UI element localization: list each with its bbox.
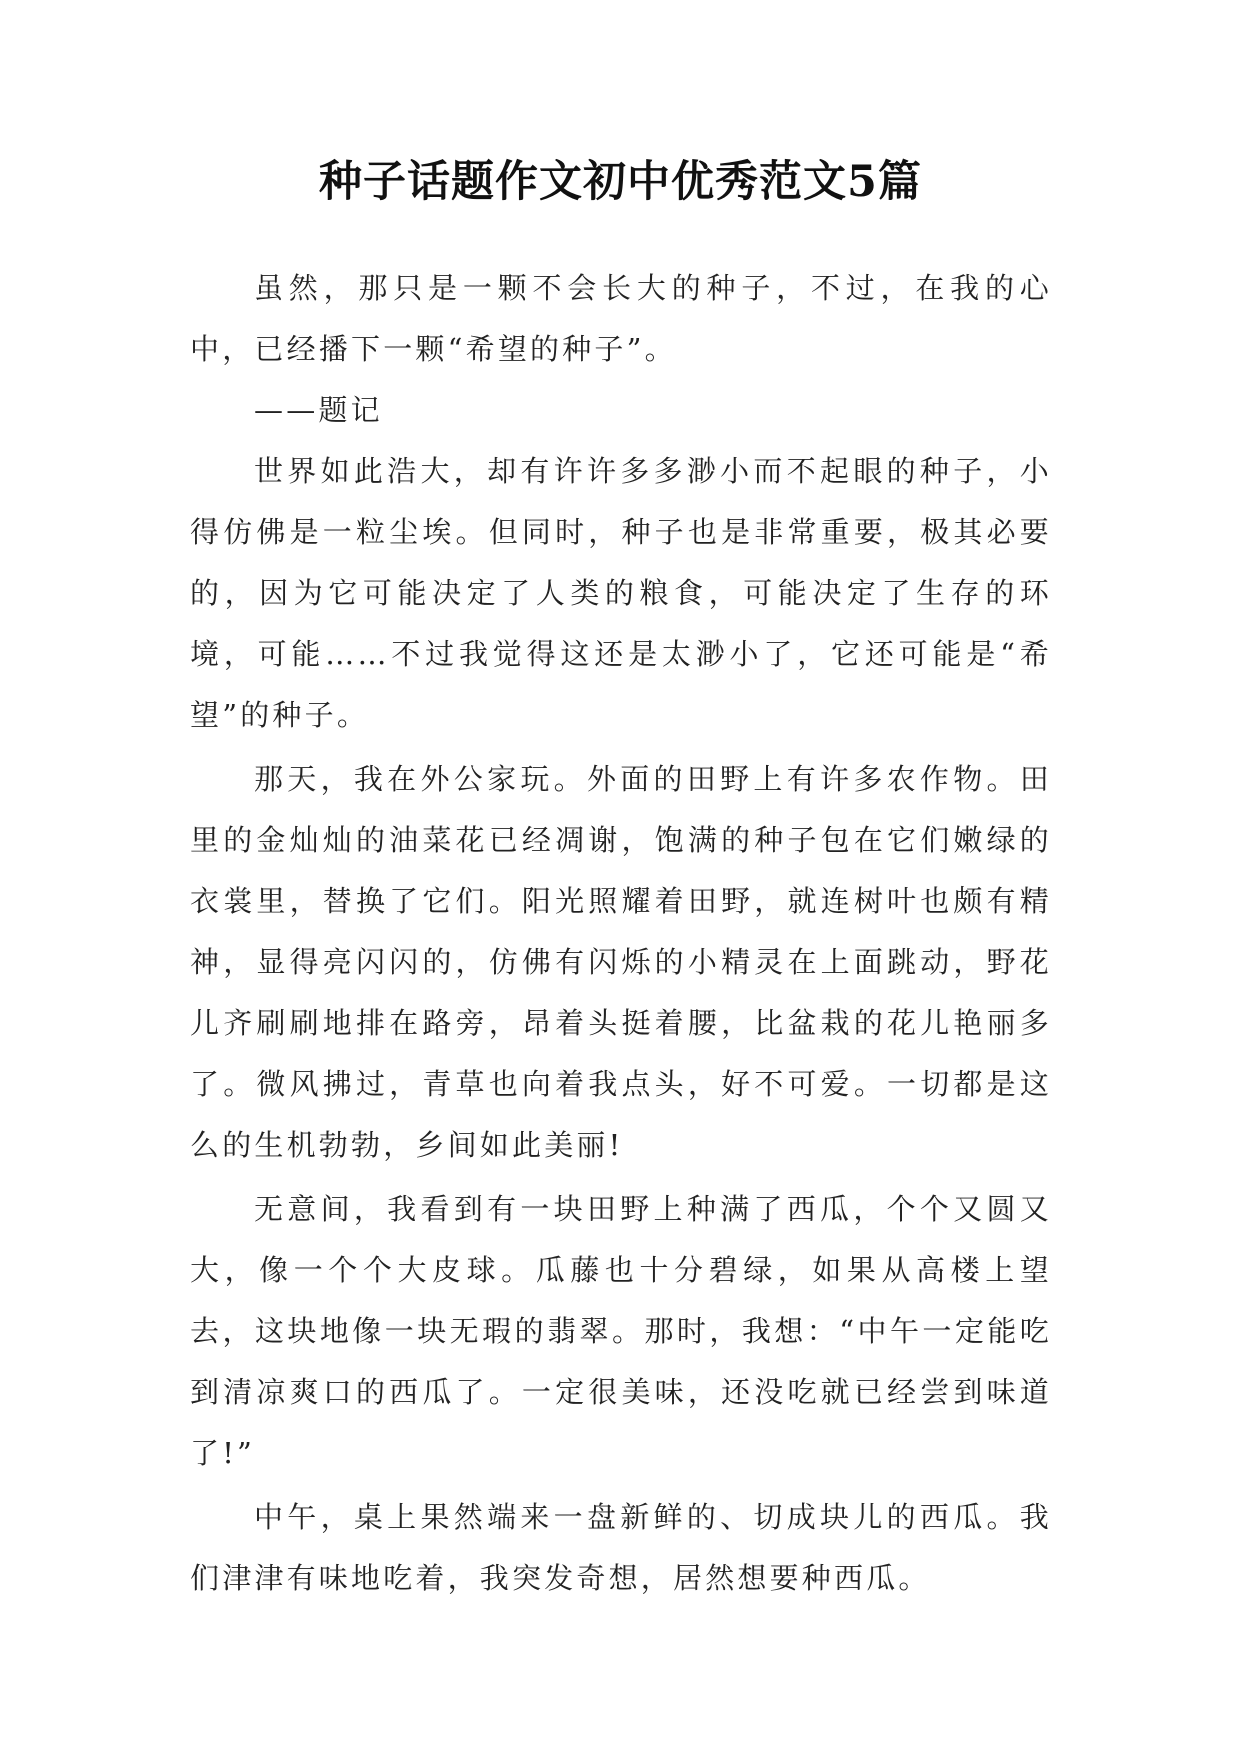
paragraph-1: 世界如此浩大，却有许许多多渺小而不起眼的种子，小得仿佛是一粒尘埃。但同时，种子也是非常重要，极其必要的，因为它可能决定了人类的粮食，可能决定了生存的环境，可能……不过我觉得这还是太渺小了，它还可能是“希望”的种子。 — [190, 454, 1052, 732]
paragraph-2: 那天，我在外公家玩。外面的田野上有许多农作物。田里的金灿灿的油菜花已经凋谢，饱满的种子包在它们嫩绿的衣裳里，替换了它们。阳光照耀着田野，就连树叶也颇有精神，显得亮闪闪的，仿佛有闪烁的小精灵在上面跳动，野花儿齐刷刷地排在路旁，昂着头挺着腰，比盆栽的花儿艳丽多了。微风拂过，青草也向着我点头，好不可爱。一切都是这么的生机勃勃，乡间如此美丽! — [190, 762, 1052, 1162]
paragraph-4: 中午，桌上果然端来一盘新鲜的、切成块儿的西瓜。我们津津有味地吃着，我突发奇想，居然想要种西瓜。 — [190, 1500, 1052, 1595]
paragraph-epigraph: 虽然，那只是一颗不会长大的种子，不过，在我的心中，已经播下一颗“希望的种子”。 — [190, 271, 1052, 366]
document-title: 种子话题作文初中优秀范文5篇 — [319, 157, 922, 207]
paragraph-epigraph-attribution: ——题记 — [254, 393, 383, 427]
document-body — [190, 258, 1052, 1609]
paragraph-3: 无意间，我看到有一块田野上种满了西瓜，个个又圆又大，像一个个大皮球。瓜藤也十分碧绿，如果从高楼上望去，这块地像一块无瑕的翡翠。那时，我想：“中午一定能吃到清凉爽口的西瓜了。一定很美味，还没吃就已经尝到味道了!” — [190, 1192, 1052, 1470]
